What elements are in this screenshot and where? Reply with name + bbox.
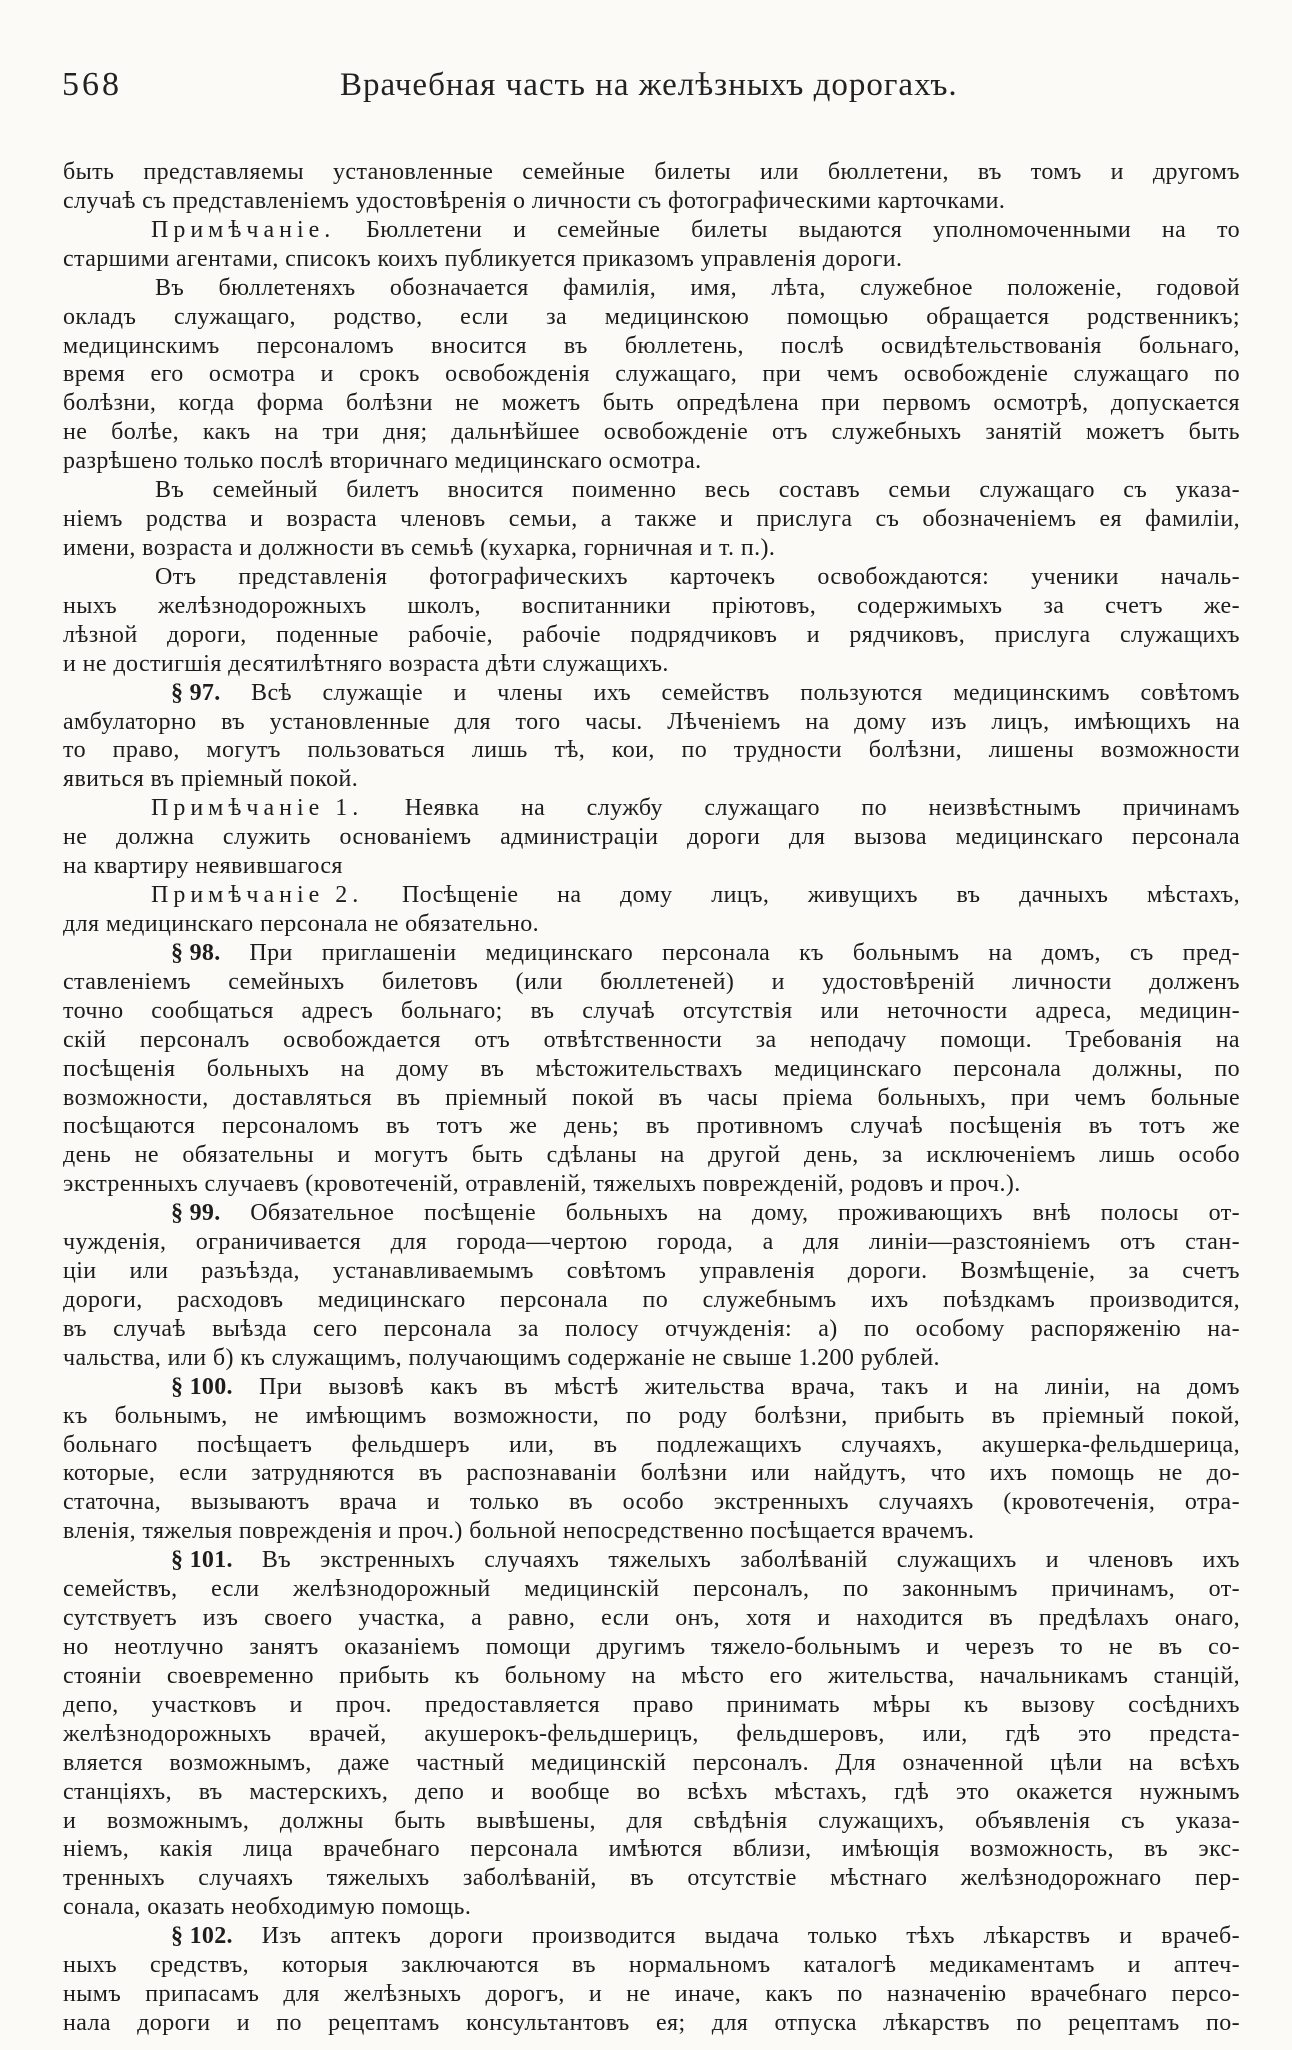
paragraph [63, 274, 1240, 476]
text-line [63, 216, 1240, 245]
line-text: Всѣ служащіе и члены ихъ семействъ пользуются медицинскимъ совѣтомъ [251, 679, 1240, 706]
text-line: не болѣе, какъ на три дня; дальнѣйшее освобожденіе отъ служебныхъ занятій можетъ быть [63, 419, 1240, 446]
line-text: Посѣщеніе на дому лицъ, живущихъ въ дачныхъ мѣстахъ, [401, 882, 1240, 909]
text-line: медицинскимъ персоналомъ вносится въ бюллетень, послѣ освидѣтельствованія больнаго, [63, 332, 1240, 359]
text-line: случаѣ съ представленіемъ удостовѣренія о личности съ фотографическими карточками. [63, 187, 1006, 214]
text-line: сонала, оказать необходимую помощь. [63, 1894, 472, 1921]
text-line: старшими агентами, списокъ коихъ публикуется приказомъ управленія дороги. [63, 245, 903, 272]
text-line: вляется возможнымъ, даже частный медицинскій персоналъ. Для означенной цѣли на всѣхъ [63, 1749, 1240, 1776]
text-line: окладъ служащаго, родство, если за медицинскою помощью обращается родственникъ; [63, 303, 1240, 330]
text-line: посѣщаются персоналомъ въ тотъ же день; въ противномъ случаѣ посѣщенія въ тотъ же [63, 1113, 1240, 1140]
text-line: и возможнымъ, должны быть вывѣшены, для свѣдѣнія служащихъ, объявленія съ указа- [63, 1807, 1240, 1834]
text-line: желѣзнодорожныхъ врачей, акушерокъ-фельдшерицъ, фельдшеровъ, или, гдѣ это предста- [63, 1720, 1240, 1747]
note-label: Примѣчаніе 1. [151, 795, 364, 822]
text-line: семействъ, если желѣзнодорожный медицинскій персоналъ, по законнымъ причинамъ, от- [63, 1576, 1240, 1603]
text-line: депо, участковъ и проч. предоставляется право принимать мѣры къ вызову сосѣднихъ [63, 1691, 1240, 1718]
page-number: 568 [62, 66, 122, 103]
section-number: § 98. [171, 939, 221, 966]
running-title: Врачебная часть на желѣзныхъ дорогахъ. [340, 67, 958, 103]
note-label: Примѣчаніе. [151, 216, 336, 243]
text-line: стояніи своевременно прибыть къ больному на мѣсто его жительства, начальникамъ станцій, [63, 1662, 1240, 1689]
text-line [63, 1546, 1240, 1575]
text-line: сутствуетъ изъ своего участка, а равно, если онъ, хотя и находится въ предѣлахъ онаго, [63, 1605, 1240, 1632]
text-line: день не обязательны и могутъ быть сдѣланы на другой день, за исключеніемъ лишь особо [63, 1142, 1240, 1169]
text-line: нала дороги и по рецептамъ консультантовъ ея; для отпуска лѣкарствъ по рецептамъ по- [63, 2010, 1240, 2036]
line-text: Обязательное посѣщеніе больныхъ на дому, проживающихъ внѣ полосы от- [250, 1200, 1240, 1227]
text-line: болѣзни, когда форма болѣзни не можетъ быть опредѣлена при первомъ осмотрѣ, допускается [63, 390, 1240, 417]
text-line: скій персоналъ освобождается отъ отвѣтственности за неподачу помощи. Требованія на [63, 1026, 1240, 1053]
text-line: ныхъ желѣзнодорожныхъ школъ, воспитанники пріютовъ, содержимыхъ за счетъ же- [63, 592, 1240, 619]
text-line: чужденія, ограничивается для города—чертою города, а для линіи—разстояніемъ отъ стан- [63, 1229, 1240, 1256]
text-line: для медицинскаго персонала не обязательно. [63, 910, 540, 937]
text-line: станціяхъ, въ мастерскихъ, депо и вообще во всѣхъ мѣстахъ, гдѣ это окажется нужнымъ [63, 1778, 1240, 1805]
text-line: ніемъ, какія лица врачебнаго персонала имѣются вблизи, имѣющія возможность, въ экс- [63, 1836, 1240, 1863]
line-text: Изъ аптекъ дороги производится выдача только тѣхъ лѣкарствъ и врачеб- [261, 1923, 1240, 1950]
text-line: время его осмотра и срокъ освобожденія служащаго, при чемъ освобожденіе служащаго по [63, 361, 1240, 388]
text-line: разрѣшено только послѣ вторичнаго медицинскаго осмотра. [63, 448, 702, 475]
text-line: вленія, тяжелыя поврежденія и проч.) больной непосредственно посѣщается врачемъ. [63, 1518, 975, 1545]
section-100 [63, 1373, 1240, 1547]
line-text: При приглашеніи медицинскаго персонала къ больнымъ на домъ, съ пред- [249, 939, 1240, 966]
text-line [63, 1373, 1240, 1402]
text-line [63, 939, 1240, 968]
note-label: Примѣчаніе 2. [151, 882, 364, 909]
text-line: точно сообщаться адресъ больнаго; въ случаѣ отсутствія или неточности адреса, медицин- [63, 997, 1240, 1024]
text-line: не должна служить основаніемъ администраціи дороги для вызова медицинскаго персонала [63, 824, 1240, 851]
section-97 [63, 679, 1240, 795]
section-number: § 100. [171, 1373, 233, 1400]
text-line: и не достигшія десятилѣтняго возраста дѣти служащихъ. [63, 650, 669, 677]
text-line: которые, если затрудняются въ распознаваніи болѣзни или найдутъ, что ихъ помощь не до- [63, 1460, 1240, 1487]
line-text: При вызовѣ какъ въ мѣстѣ жительства врача, такъ и на линіи, на домъ [259, 1373, 1240, 1400]
section-99 [63, 1199, 1240, 1373]
section-number: § 97. [171, 679, 221, 706]
text-line: явиться въ пріемный покой. [63, 766, 359, 793]
text-line: на квартиру неявившагося [63, 853, 343, 880]
text-line: Въ семейный билетъ вносится поименно весь составъ семьи служащаго съ указа- [155, 477, 1240, 504]
text-line: тренныхъ случаяхъ тяжелыхъ заболѣваній, въ отсутствіе мѣстнаго желѣзнодорожнаго пер- [63, 1865, 1240, 1892]
section-101 [63, 1546, 1240, 1922]
text-line: посѣщенія больныхъ на дому въ мѣстожительствахъ медицинскаго персонала должны, по [63, 1055, 1240, 1082]
line-text: Въ экстренныхъ случаяхъ тяжелыхъ заболѣваній служащихъ и членовъ ихъ [261, 1547, 1240, 1574]
text-line [63, 881, 1240, 910]
text-line: экстренныхъ случаевъ (кровотеченій, отравленій, тяжелыхъ поврежденій, родовъ и проч.). [63, 1171, 1021, 1198]
text-line: ставленіемъ семейныхъ билетовъ (или бюллетеней) и удостовѣреній личности долженъ [63, 968, 1240, 995]
text-line: лѣзной дороги, поденные рабочіе, рабочіе подрядчиковъ и рядчиковъ, прислуга служащихъ [63, 621, 1240, 648]
text-line: дороги, расходовъ медицинскаго персонала по служебнымъ ихъ поѣздкамъ производится, [63, 1286, 1240, 1313]
text-line: возможности, доставляться въ пріемный покой въ часы пріема больныхъ, при чемъ больные [63, 1084, 1240, 1111]
text-line: нымъ припасамъ для желѣзныхъ дорогъ, и не иначе, какъ по назначенію врачебнаго персо- [63, 1981, 1240, 2008]
note-2 [63, 881, 1240, 939]
text-line: въ случаѣ выѣзда сего персонала за полосу отчужденія: а) по особому распоряженію на- [63, 1315, 1240, 1342]
text-line: чальства, или б) къ служащимъ, получающимъ содержаніе не свыше 1.200 рублей. [63, 1344, 940, 1371]
text-line: но неотлучно занятъ оказаніемъ помощи другимъ тяжело-больнымъ и черезъ то не въ со- [63, 1634, 1240, 1661]
paragraph [63, 476, 1240, 563]
section-number: § 102. [171, 1923, 233, 1950]
text-line: ніемъ родства и возраста членовъ семьи, а также и прислуга съ обозначеніемъ ея фамиліи, [63, 506, 1240, 533]
text-line [63, 1199, 1240, 1228]
text-line: Въ бюллетеняхъ обозначается фамилія, имя, лѣта, служебное положеніе, годовой [155, 274, 1240, 301]
section-102 [63, 1922, 1240, 2038]
body-text [63, 158, 1240, 2038]
text-line: Отъ представленія фотографическихъ карточекъ освобождаются: ученики началь- [155, 563, 1240, 590]
text-line: больнаго посѣщаетъ фельдшеръ или, въ подлежащихъ случаяхъ, акушерка-фельдшерица, [63, 1431, 1240, 1458]
text-line: имени, возраста и должности въ семьѣ (кухарка, горничная и т. п.). [63, 534, 776, 561]
text-line [63, 679, 1240, 708]
line-text: Бюллетени и семейные билеты выдаются уполномоченными на то [366, 216, 1240, 243]
section-98 [63, 939, 1240, 1199]
section-number: § 101. [171, 1547, 233, 1574]
section-number: § 99. [171, 1200, 221, 1227]
paragraph [63, 563, 1240, 679]
note [63, 216, 1240, 274]
text-line: амбулаторно въ установленные для того часы. Лѣченіемъ на дому изъ лицъ, имѣющихъ на [63, 708, 1240, 735]
text-line: ныхъ средствъ, которыя заключаются въ нормальномъ каталогѣ медикаментамъ и аптеч- [63, 1952, 1240, 1979]
text-line [63, 1922, 1240, 1951]
text-line: ціи или разъѣзда, устанавливаемымъ совѣтомъ управленія дороги. Возмѣщеніе, за счетъ [63, 1258, 1240, 1285]
text-line [63, 794, 1240, 823]
paragraph-continued [63, 158, 1240, 216]
line-text: Неявка на службу служащаго по неизвѣстнымъ причинамъ [404, 795, 1240, 822]
text-line: то право, могутъ пользоваться лишь тѣ, кои, по трудности болѣзни, лишены возможности [63, 737, 1240, 764]
text-line: быть представляемы установленные семейные билеты или бюллетени, въ томъ и другомъ [63, 159, 1240, 185]
text-line: къ больнымъ, не имѣющимъ возможности, по роду болѣзни, прибыть въ пріемный покой, [63, 1402, 1240, 1429]
note-1 [63, 794, 1240, 881]
text-line: статочна, вызываютъ врача и только въ особо экстренныхъ случаяхъ (кровотеченія, отра- [63, 1489, 1240, 1516]
